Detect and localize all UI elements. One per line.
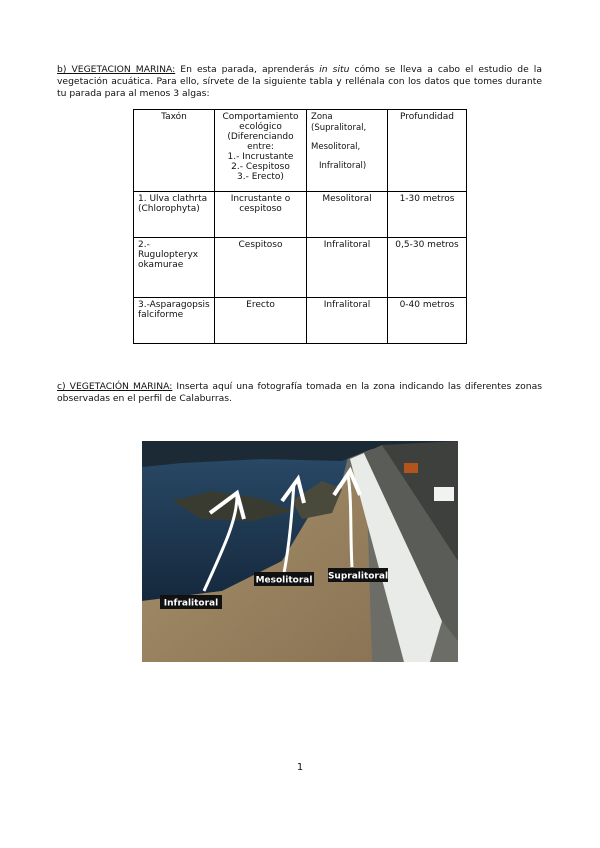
table-header-row [134,110,467,192]
section-c-heading: c) VEGETACIÓN MARINA: [57,381,173,392]
header-taxon: Taxón [134,110,215,192]
header-comp-line: Comportamiento ecológico [222,112,299,132]
table-row [134,238,467,298]
cell-comportamiento: Erecto [215,298,307,344]
cell-taxon: 2.- Rugulopteryx okamurae [134,238,215,298]
cell-profundidad: 0-40 metros [388,298,467,344]
header-zona-line: Zona [311,112,333,122]
cell-taxon: 3.-Asparagopsis falciforme [134,298,215,344]
car [434,487,454,501]
table-row [134,298,467,344]
cell-profundidad: 0,5-30 metros [388,238,467,298]
cell-zona: Infralitoral [307,238,388,298]
header-zona-line: Mesolitoral, [311,142,361,152]
section-b-text-2: cómo se lleva a cabo el estudio de la vegetación acuática. Para ello, sírvete de la siguiente tabla y rellénala con los datos que tomes durante tu parada para al menos 3 algas: [57,64,542,99]
page-number: 1 [296,762,304,773]
section-c-text: Inserta aquí una fotografía tomada en la zona indicando las diferentes zonas observadas en el perfil de Calaburras. [57,381,542,404]
cell-profundidad: 1-30 metros [388,192,467,238]
section-b-heading: b) VEGETACION MARINA: [57,64,176,75]
cell-taxon: 1. Ulva clathrta (Chlorophyta) [134,192,215,238]
section-b-paragraph [57,64,542,100]
mesolitoral-label: Mesolitoral [255,575,313,586]
cell-zona: Mesolitoral [307,192,388,238]
cell-comportamiento: Cespitoso [215,238,307,298]
coast-photo [142,441,458,662]
header-comp-line: 1.- Incrustante [227,152,294,162]
cell-zona: Infralitoral [307,298,388,344]
section-b-text-1: En esta parada, aprenderás [175,64,320,75]
header-zona-line: Infralitoral) [319,161,367,171]
section-c-paragraph [57,381,542,405]
header-comp-line: (Diferenciando entre: [227,132,294,152]
cell-comportamiento: Incrustante o cespitoso [215,192,307,238]
header-zona-line: (Supralitoral, [311,123,367,133]
header-profundidad: Profundidad [388,110,467,192]
header-comp-line: 3.- Erecto) [237,172,284,182]
algae-table [133,109,467,344]
coast-photo-svg [142,441,458,662]
header-comp-line: 2.- Cespitoso [231,162,290,172]
car [404,463,418,473]
section-b-italic: in situ [319,64,350,75]
supralitoral-label: Supralitoral [327,571,389,582]
header-zona [307,110,388,192]
table-row [134,192,467,238]
header-comportamiento [215,110,307,192]
infralitoral-label: Infralitoral [163,598,219,609]
